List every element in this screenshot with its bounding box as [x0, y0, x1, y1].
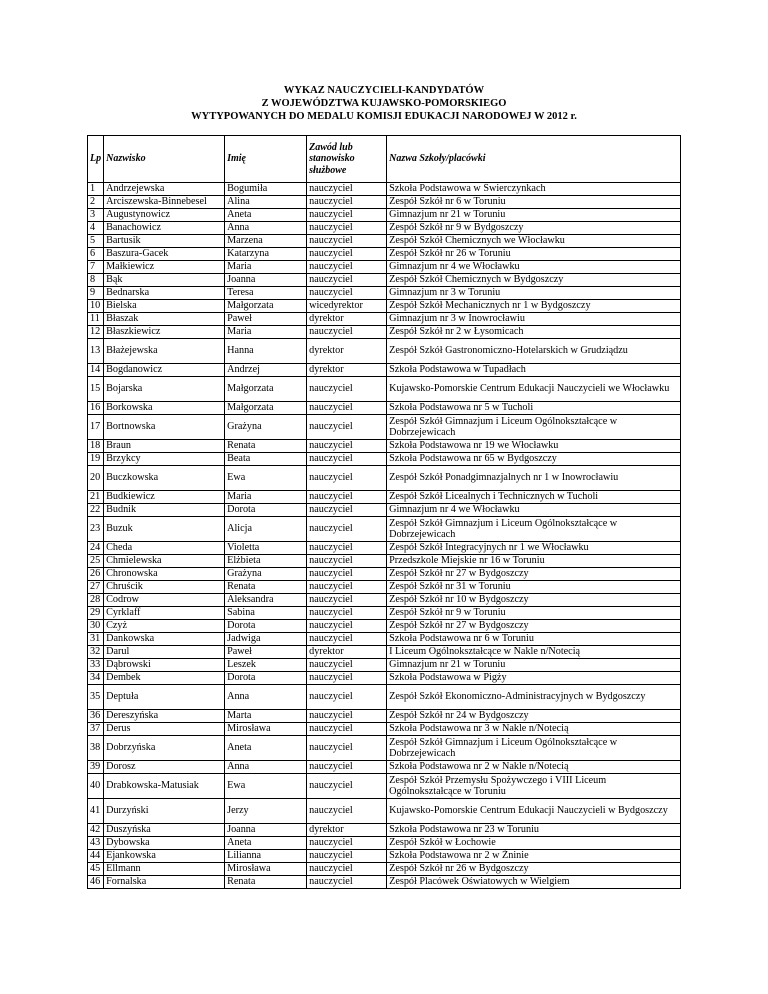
cell-surname: Durzyński: [104, 799, 225, 824]
cell-name: Ewa: [225, 466, 307, 491]
table-header-row: [88, 136, 681, 183]
cell-lp: 11: [88, 313, 104, 326]
cell-school: Zespół Szkół Mechanicznych nr 1 w Bydgoszczy: [387, 300, 681, 313]
table-row: [88, 607, 681, 620]
cell-surname: Bogdanowicz: [104, 364, 225, 377]
cell-lp: 17: [88, 415, 104, 440]
table-row: [88, 517, 681, 542]
header-school: Nazwa Szkoły/placówki: [387, 136, 681, 183]
cell-position: nauczyciel: [307, 466, 387, 491]
cell-name: Ewa: [225, 774, 307, 799]
cell-surname: Borkowska: [104, 402, 225, 415]
cell-surname: Błaszak: [104, 313, 225, 326]
cell-lp: 33: [88, 659, 104, 672]
cell-name: Dorota: [225, 504, 307, 517]
cell-surname: Cheda: [104, 542, 225, 555]
cell-position: nauczyciel: [307, 504, 387, 517]
cell-name: Beata: [225, 453, 307, 466]
cell-school: Przedszkole Miejskie nr 16 w Toruniu: [387, 555, 681, 568]
cell-name: Andrzej: [225, 364, 307, 377]
table-row: [88, 415, 681, 440]
table-row: [88, 646, 681, 659]
cell-lp: 26: [88, 568, 104, 581]
table-row: [88, 774, 681, 799]
cell-surname: Andrzejewska: [104, 183, 225, 196]
cell-name: Małgorzata: [225, 377, 307, 402]
cell-lp: 6: [88, 248, 104, 261]
cell-position: nauczyciel: [307, 672, 387, 685]
cell-school: Zespół Szkół nr 31 w Toruniu: [387, 581, 681, 594]
cell-school: Zespół Szkół nr 26 w Bydgoszczy: [387, 863, 681, 876]
cell-name: Alicja: [225, 517, 307, 542]
title-line-3: WYTYPOWANYCH DO MEDALU KOMISJI EDUKACJI NARODOWEJ W 2012 r.: [191, 111, 577, 122]
cell-lp: 38: [88, 736, 104, 761]
cell-school: Zespół Szkół Integracyjnych nr 1 we Włocławku: [387, 542, 681, 555]
table-row: [88, 261, 681, 274]
cell-surname: Małkiewicz: [104, 261, 225, 274]
cell-school: Zespół Szkół nr 27 w Bydgoszczy: [387, 568, 681, 581]
cell-name: Małgorzata: [225, 402, 307, 415]
teachers-table: [87, 135, 681, 889]
cell-name: Renata: [225, 876, 307, 889]
cell-lp: 16: [88, 402, 104, 415]
cell-surname: Dembek: [104, 672, 225, 685]
cell-surname: Bartusik: [104, 235, 225, 248]
cell-position: nauczyciel: [307, 491, 387, 504]
cell-lp: 40: [88, 774, 104, 799]
table-row: [88, 594, 681, 607]
cell-lp: 13: [88, 339, 104, 364]
cell-name: Alina: [225, 196, 307, 209]
cell-school: Gimnazjum nr 21 w Toruniu: [387, 209, 681, 222]
cell-position: nauczyciel: [307, 453, 387, 466]
cell-position: nauczyciel: [307, 761, 387, 774]
title-line-1: WYKAZ NAUCZYCIELI-KANDYDATÓW: [283, 85, 485, 96]
cell-position: dyrektor: [307, 646, 387, 659]
table-row: [88, 761, 681, 774]
cell-position: nauczyciel: [307, 274, 387, 287]
cell-name: Aneta: [225, 209, 307, 222]
table-row: [88, 466, 681, 491]
cell-name: Bogumiła: [225, 183, 307, 196]
cell-school: Kujawsko-Pomorskie Centrum Edukacji Nauczycieli w Bydgoszczy: [387, 799, 681, 824]
cell-lp: 3: [88, 209, 104, 222]
cell-name: Aneta: [225, 736, 307, 761]
cell-surname: Buczkowska: [104, 466, 225, 491]
cell-school: Zespół Szkół nr 27 w Bydgoszczy: [387, 620, 681, 633]
cell-surname: Bielska: [104, 300, 225, 313]
table-row: [88, 685, 681, 710]
cell-surname: Ejankowska: [104, 850, 225, 863]
table-row: [88, 876, 681, 889]
cell-surname: Bortnowska: [104, 415, 225, 440]
cell-name: Mirosława: [225, 723, 307, 736]
cell-school: Gimnazjum nr 3 w Toruniu: [387, 287, 681, 300]
cell-lp: 37: [88, 723, 104, 736]
table-row: [88, 799, 681, 824]
table-row: [88, 209, 681, 222]
cell-surname: Fornalska: [104, 876, 225, 889]
table-row: [88, 364, 681, 377]
table-row: [88, 235, 681, 248]
cell-name: Aleksandra: [225, 594, 307, 607]
cell-school: Szkoła Podstawowa nr 19 we Włocławku: [387, 440, 681, 453]
cell-school: Zespół Szkół nr 9 w Bydgoszczy: [387, 222, 681, 235]
cell-lp: 42: [88, 824, 104, 837]
cell-position: nauczyciel: [307, 837, 387, 850]
table-row: [88, 440, 681, 453]
cell-surname: Buzuk: [104, 517, 225, 542]
cell-school: Zespół Szkół Przemysłu Spożywczego i VIII Liceum Ogólnokształcące w Toruniu: [387, 774, 681, 799]
document-title: [0, 84, 768, 123]
cell-name: Małgorzata: [225, 300, 307, 313]
cell-name: Violetta: [225, 542, 307, 555]
cell-lp: 7: [88, 261, 104, 274]
cell-lp: 29: [88, 607, 104, 620]
cell-position: nauczyciel: [307, 235, 387, 248]
cell-school: Zespół Szkół Gimnazjum i Liceum Ogólnokształcące w Dobrzejewicach: [387, 415, 681, 440]
cell-surname: Ellmann: [104, 863, 225, 876]
cell-position: nauczyciel: [307, 196, 387, 209]
cell-name: Joanna: [225, 824, 307, 837]
cell-surname: Budkiewicz: [104, 491, 225, 504]
cell-lp: 24: [88, 542, 104, 555]
table-row: [88, 672, 681, 685]
cell-position: nauczyciel: [307, 261, 387, 274]
cell-lp: 41: [88, 799, 104, 824]
table-row: [88, 287, 681, 300]
cell-surname: Cyrklaff: [104, 607, 225, 620]
cell-school: Szkoła Podstawowa nr 6 w Toruniu: [387, 633, 681, 646]
table-row: [88, 504, 681, 517]
cell-lp: 18: [88, 440, 104, 453]
cell-school: Gimnazjum nr 3 w Inowrocławiu: [387, 313, 681, 326]
cell-surname: Baszura-Gacek: [104, 248, 225, 261]
cell-name: Dorota: [225, 672, 307, 685]
cell-lp: 14: [88, 364, 104, 377]
table-row: [88, 196, 681, 209]
cell-lp: 34: [88, 672, 104, 685]
table-row: [88, 183, 681, 196]
cell-position: nauczyciel: [307, 594, 387, 607]
cell-lp: 39: [88, 761, 104, 774]
cell-lp: 28: [88, 594, 104, 607]
header-position: Zawód lub stanowisko służbowe: [307, 136, 387, 183]
cell-school: Zespół Szkół Chemicznych we Włocławku: [387, 235, 681, 248]
table-row: [88, 402, 681, 415]
cell-lp: 4: [88, 222, 104, 235]
table-row: [88, 542, 681, 555]
cell-name: Anna: [225, 761, 307, 774]
cell-position: dyrektor: [307, 339, 387, 364]
cell-name: Sabina: [225, 607, 307, 620]
table-row: [88, 863, 681, 876]
cell-surname: Dąbrowski: [104, 659, 225, 672]
cell-name: Maria: [225, 491, 307, 504]
cell-surname: Brzykcy: [104, 453, 225, 466]
cell-name: Jerzy: [225, 799, 307, 824]
table-row: [88, 723, 681, 736]
cell-school: Szkoła Podstawowa nr 5 w Tucholi: [387, 402, 681, 415]
table-row: [88, 633, 681, 646]
cell-name: Leszek: [225, 659, 307, 672]
table-row: [88, 620, 681, 633]
cell-position: nauczyciel: [307, 620, 387, 633]
table-row: [88, 326, 681, 339]
table-row: [88, 300, 681, 313]
cell-lp: 1: [88, 183, 104, 196]
cell-lp: 46: [88, 876, 104, 889]
table-row: [88, 377, 681, 402]
cell-lp: 23: [88, 517, 104, 542]
header-surname: Nazwisko: [104, 136, 225, 183]
cell-name: Dorota: [225, 620, 307, 633]
cell-school: Zespół Szkół Gimnazjum i Liceum Ogólnokształcące w Dobrzejewicach: [387, 517, 681, 542]
cell-position: nauczyciel: [307, 222, 387, 235]
cell-position: nauczyciel: [307, 287, 387, 300]
table-row: [88, 837, 681, 850]
cell-name: Teresa: [225, 287, 307, 300]
table-row: [88, 568, 681, 581]
cell-name: Hanna: [225, 339, 307, 364]
cell-position: nauczyciel: [307, 326, 387, 339]
cell-position: dyrektor: [307, 313, 387, 326]
cell-surname: Dorosz: [104, 761, 225, 774]
cell-position: nauczyciel: [307, 377, 387, 402]
cell-position: nauczyciel: [307, 799, 387, 824]
table-row: [88, 222, 681, 235]
cell-surname: Dereszyńska: [104, 710, 225, 723]
header-lp: Lp: [88, 136, 104, 183]
cell-position: nauczyciel: [307, 774, 387, 799]
cell-position: nauczyciel: [307, 209, 387, 222]
cell-position: nauczyciel: [307, 440, 387, 453]
cell-name: Grażyna: [225, 568, 307, 581]
cell-lp: 8: [88, 274, 104, 287]
cell-surname: Błaszkiewicz: [104, 326, 225, 339]
cell-lp: 10: [88, 300, 104, 313]
cell-position: nauczyciel: [307, 517, 387, 542]
cell-lp: 45: [88, 863, 104, 876]
cell-surname: Augustynowicz: [104, 209, 225, 222]
cell-school: Zespół Szkół Chemicznych w Bydgoszczy: [387, 274, 681, 287]
cell-school: Zespół Szkół nr 9 w Toruniu: [387, 607, 681, 620]
table-row: [88, 248, 681, 261]
cell-school: Szkoła Podstawowa nr 2 w Żninie: [387, 850, 681, 863]
cell-lp: 36: [88, 710, 104, 723]
cell-name: Renata: [225, 581, 307, 594]
cell-name: Marta: [225, 710, 307, 723]
cell-school: Zespół Szkół nr 26 w Toruniu: [387, 248, 681, 261]
cell-name: Paweł: [225, 646, 307, 659]
cell-school: Gimnazjum nr 4 we Włocławku: [387, 261, 681, 274]
cell-school: Zespół Szkół Licealnych i Technicznych w Tucholi: [387, 491, 681, 504]
cell-surname: Bojarska: [104, 377, 225, 402]
cell-name: Grażyna: [225, 415, 307, 440]
cell-school: Szkoła Podstawowa nr 2 w Nakle n/Notecią: [387, 761, 681, 774]
table-row: [88, 313, 681, 326]
cell-name: Lilianna: [225, 850, 307, 863]
cell-position: nauczyciel: [307, 863, 387, 876]
cell-school: Zespół Szkół nr 2 w Łysomicach: [387, 326, 681, 339]
cell-position: nauczyciel: [307, 607, 387, 620]
cell-surname: Chronowska: [104, 568, 225, 581]
cell-lp: 19: [88, 453, 104, 466]
cell-surname: Błażejewska: [104, 339, 225, 364]
table-row: [88, 491, 681, 504]
cell-school: Szkoła Podstawowa w Tupadłach: [387, 364, 681, 377]
cell-lp: 12: [88, 326, 104, 339]
cell-school: Kujawsko-Pomorskie Centrum Edukacji Nauczycieli we Włocławku: [387, 377, 681, 402]
cell-position: nauczyciel: [307, 415, 387, 440]
cell-lp: 27: [88, 581, 104, 594]
cell-lp: 30: [88, 620, 104, 633]
cell-lp: 43: [88, 837, 104, 850]
cell-lp: 22: [88, 504, 104, 517]
cell-school: Zespół Szkół nr 6 w Toruniu: [387, 196, 681, 209]
cell-surname: Darul: [104, 646, 225, 659]
table-row: [88, 710, 681, 723]
cell-school: Zespół Szkół w Łochowie: [387, 837, 681, 850]
cell-surname: Codrow: [104, 594, 225, 607]
cell-surname: Chruścik: [104, 581, 225, 594]
cell-school: Zespół Placówek Oświatowych w Wielgiem: [387, 876, 681, 889]
cell-school: Zespół Szkół Gastronomiczno-Hotelarskich w Grudziądzu: [387, 339, 681, 364]
cell-school: Gimnazjum nr 21 w Toruniu: [387, 659, 681, 672]
cell-surname: Budnik: [104, 504, 225, 517]
cell-school: Szkoła Podstawowa w Pigży: [387, 672, 681, 685]
cell-surname: Derus: [104, 723, 225, 736]
cell-name: Mirosława: [225, 863, 307, 876]
table-row: [88, 824, 681, 837]
cell-lp: 31: [88, 633, 104, 646]
cell-surname: Duszyńska: [104, 824, 225, 837]
cell-school: Szkoła Podstawowa nr 23 w Toruniu: [387, 824, 681, 837]
table-row: [88, 581, 681, 594]
cell-school: Zespół Szkół Ponadgimnazjalnych nr 1 w Inowrocławiu: [387, 466, 681, 491]
cell-position: nauczyciel: [307, 850, 387, 863]
cell-surname: Czyż: [104, 620, 225, 633]
cell-name: Elżbieta: [225, 555, 307, 568]
cell-name: Maria: [225, 261, 307, 274]
cell-name: Anna: [225, 685, 307, 710]
cell-school: Zespół Szkół Ekonomiczno-Administracyjnych w Bydgoszczy: [387, 685, 681, 710]
cell-position: dyrektor: [307, 824, 387, 837]
cell-lp: 25: [88, 555, 104, 568]
table-row: [88, 339, 681, 364]
cell-surname: Arciszewska-Binnebesel: [104, 196, 225, 209]
cell-surname: Braun: [104, 440, 225, 453]
cell-position: nauczyciel: [307, 685, 387, 710]
cell-lp: 44: [88, 850, 104, 863]
cell-lp: 5: [88, 235, 104, 248]
cell-position: nauczyciel: [307, 710, 387, 723]
cell-position: wicedyrektor: [307, 300, 387, 313]
table-body: [88, 183, 681, 889]
cell-surname: Banachowicz: [104, 222, 225, 235]
cell-position: dyrektor: [307, 364, 387, 377]
cell-position: nauczyciel: [307, 633, 387, 646]
cell-surname: Drabkowska-Matusiak: [104, 774, 225, 799]
cell-school: Zespół Szkół Gimnazjum i Liceum Ogólnokształcące w Dobrzejewicach: [387, 736, 681, 761]
cell-position: nauczyciel: [307, 542, 387, 555]
title-line-2: Z WOJEWÓDZTWA KUJAWSKO-POMORSKIEGO: [261, 98, 507, 109]
cell-position: nauczyciel: [307, 581, 387, 594]
cell-position: nauczyciel: [307, 659, 387, 672]
cell-surname: Bednarska: [104, 287, 225, 300]
cell-position: nauczyciel: [307, 568, 387, 581]
table-row: [88, 555, 681, 568]
cell-position: nauczyciel: [307, 402, 387, 415]
cell-name: Aneta: [225, 837, 307, 850]
cell-position: nauczyciel: [307, 736, 387, 761]
cell-school: Szkoła Podstawowa nr 65 w Bydgoszczy: [387, 453, 681, 466]
table-row: [88, 453, 681, 466]
cell-surname: Bąk: [104, 274, 225, 287]
cell-lp: 32: [88, 646, 104, 659]
cell-surname: Deptuła: [104, 685, 225, 710]
table-row: [88, 736, 681, 761]
cell-position: nauczyciel: [307, 248, 387, 261]
header-name: Imię: [225, 136, 307, 183]
cell-name: Anna: [225, 222, 307, 235]
cell-lp: 9: [88, 287, 104, 300]
cell-position: nauczyciel: [307, 723, 387, 736]
cell-position: nauczyciel: [307, 876, 387, 889]
cell-name: Maria: [225, 326, 307, 339]
cell-school: Zespół Szkół nr 10 w Bydgoszczy: [387, 594, 681, 607]
cell-lp: 21: [88, 491, 104, 504]
cell-school: Gimnazjum nr 4 we Włocławku: [387, 504, 681, 517]
cell-lp: 2: [88, 196, 104, 209]
cell-school: I Liceum Ogólnokształcące w Nakle n/Notecią: [387, 646, 681, 659]
table-row: [88, 850, 681, 863]
cell-name: Joanna: [225, 274, 307, 287]
cell-school: Zespół Szkół nr 24 w Bydgoszczy: [387, 710, 681, 723]
cell-name: Katarzyna: [225, 248, 307, 261]
cell-surname: Dobrzyńska: [104, 736, 225, 761]
cell-lp: 15: [88, 377, 104, 402]
cell-surname: Dankowska: [104, 633, 225, 646]
cell-position: nauczyciel: [307, 183, 387, 196]
table-row: [88, 659, 681, 672]
cell-surname: Dybowska: [104, 837, 225, 850]
table-row: [88, 274, 681, 287]
cell-surname: Chmielewska: [104, 555, 225, 568]
cell-name: Jadwiga: [225, 633, 307, 646]
cell-name: Renata: [225, 440, 307, 453]
cell-school: Szkoła Podstawowa w Świerczynkach: [387, 183, 681, 196]
cell-lp: 35: [88, 685, 104, 710]
cell-name: Paweł: [225, 313, 307, 326]
cell-lp: 20: [88, 466, 104, 491]
cell-school: Szkoła Podstawowa nr 3 w Nakle n/Notecią: [387, 723, 681, 736]
cell-position: nauczyciel: [307, 555, 387, 568]
cell-name: Marzena: [225, 235, 307, 248]
